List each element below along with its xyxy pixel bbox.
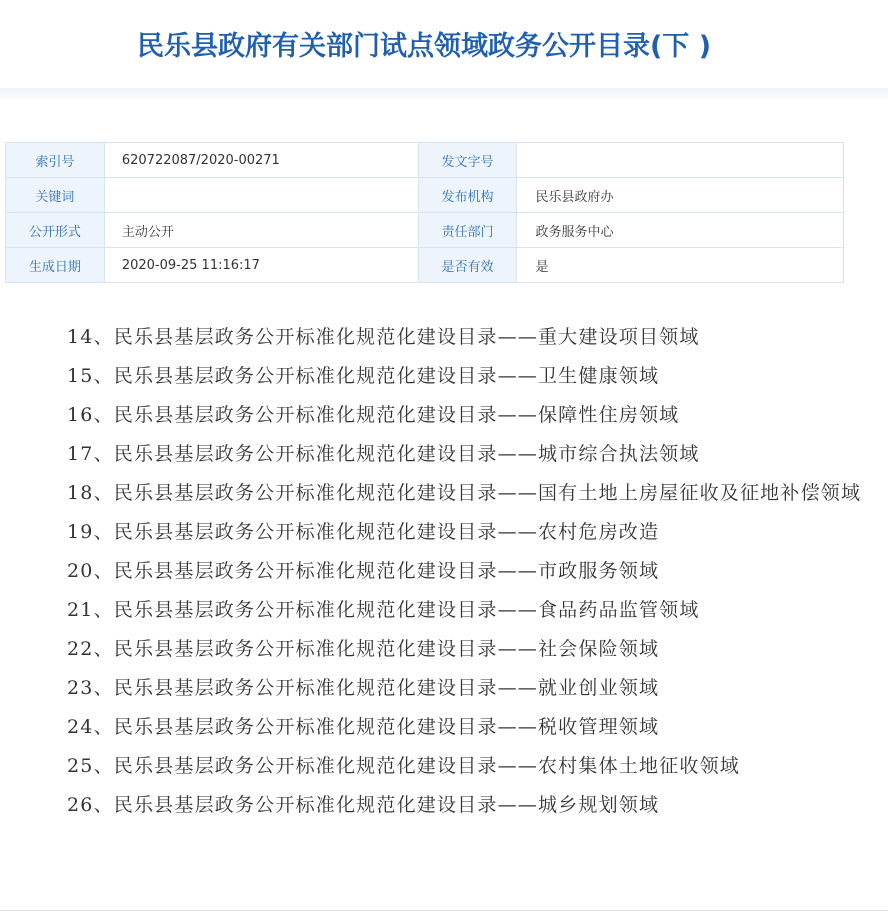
- title-divider: [0, 88, 888, 102]
- disclosure-form-label: 公开形式: [6, 213, 105, 248]
- footer-divider: [0, 910, 888, 911]
- disclosure-form-value: 主动公开: [104, 213, 418, 248]
- publisher-label: 发布机构: [418, 178, 517, 213]
- list-item: 14、民乐县基层政务公开标准化规范化建设目录——重大建设项目领域: [67, 326, 700, 348]
- publisher-value: 民乐县政府办: [517, 178, 844, 213]
- list-item: 23、民乐县基层政务公开标准化规范化建设目录——就业创业领域: [67, 677, 660, 699]
- keywords-value: [104, 178, 418, 213]
- document-number-value: [517, 143, 844, 178]
- index-number-label: 索引号: [6, 143, 105, 178]
- list-item: 24、民乐县基层政务公开标准化规范化建设目录——税收管理领域: [67, 716, 660, 738]
- list-item: 18、民乐县基层政务公开标准化规范化建设目录——国有土地上房屋征收及征地补偿领域: [67, 482, 862, 504]
- list-item: 19、民乐县基层政务公开标准化规范化建设目录——农村危房改造: [67, 521, 660, 543]
- list-item: 17、民乐县基层政务公开标准化规范化建设目录——城市综合执法领域: [67, 443, 700, 465]
- list-item: 25、民乐县基层政务公开标准化规范化建设目录——农村集体土地征收领域: [67, 755, 740, 777]
- table-row: [6, 143, 844, 178]
- keywords-label: 关键词: [6, 178, 105, 213]
- index-number-value: 620722087/2020-00271: [104, 143, 418, 178]
- table-row: [6, 248, 844, 283]
- table-row: [6, 178, 844, 213]
- list-item: 22、民乐县基层政务公开标准化规范化建设目录——社会保险领域: [67, 638, 660, 660]
- created-date-label: 生成日期: [6, 248, 105, 283]
- validity-value: 是: [517, 248, 844, 283]
- document-info-table: [5, 142, 844, 283]
- list-item: 15、民乐县基层政务公开标准化规范化建设目录——卫生健康领域: [67, 365, 660, 387]
- catalog-list: [67, 318, 861, 825]
- list-item: 21、民乐县基层政务公开标准化规范化建设目录——食品药品监管领域: [67, 599, 700, 621]
- list-item: 20、民乐县基层政务公开标准化规范化建设目录——市政服务领域: [67, 560, 660, 582]
- validity-label: 是否有效: [418, 248, 517, 283]
- list-item: 26、民乐县基层政务公开标准化规范化建设目录——城乡规划领域: [67, 794, 660, 816]
- document-number-label: 发文字号: [418, 143, 517, 178]
- table-row: [6, 213, 844, 248]
- list-item: 16、民乐县基层政务公开标准化规范化建设目录——保障性住房领域: [67, 404, 680, 426]
- created-date-value: 2020-09-25 11:16:17: [104, 248, 418, 283]
- responsible-dept-value: 政务服务中心: [517, 213, 844, 248]
- responsible-dept-label: 责任部门: [418, 213, 517, 248]
- page-title: 民乐县政府有关部门试点领域政务公开目录(下 ): [136, 31, 712, 62]
